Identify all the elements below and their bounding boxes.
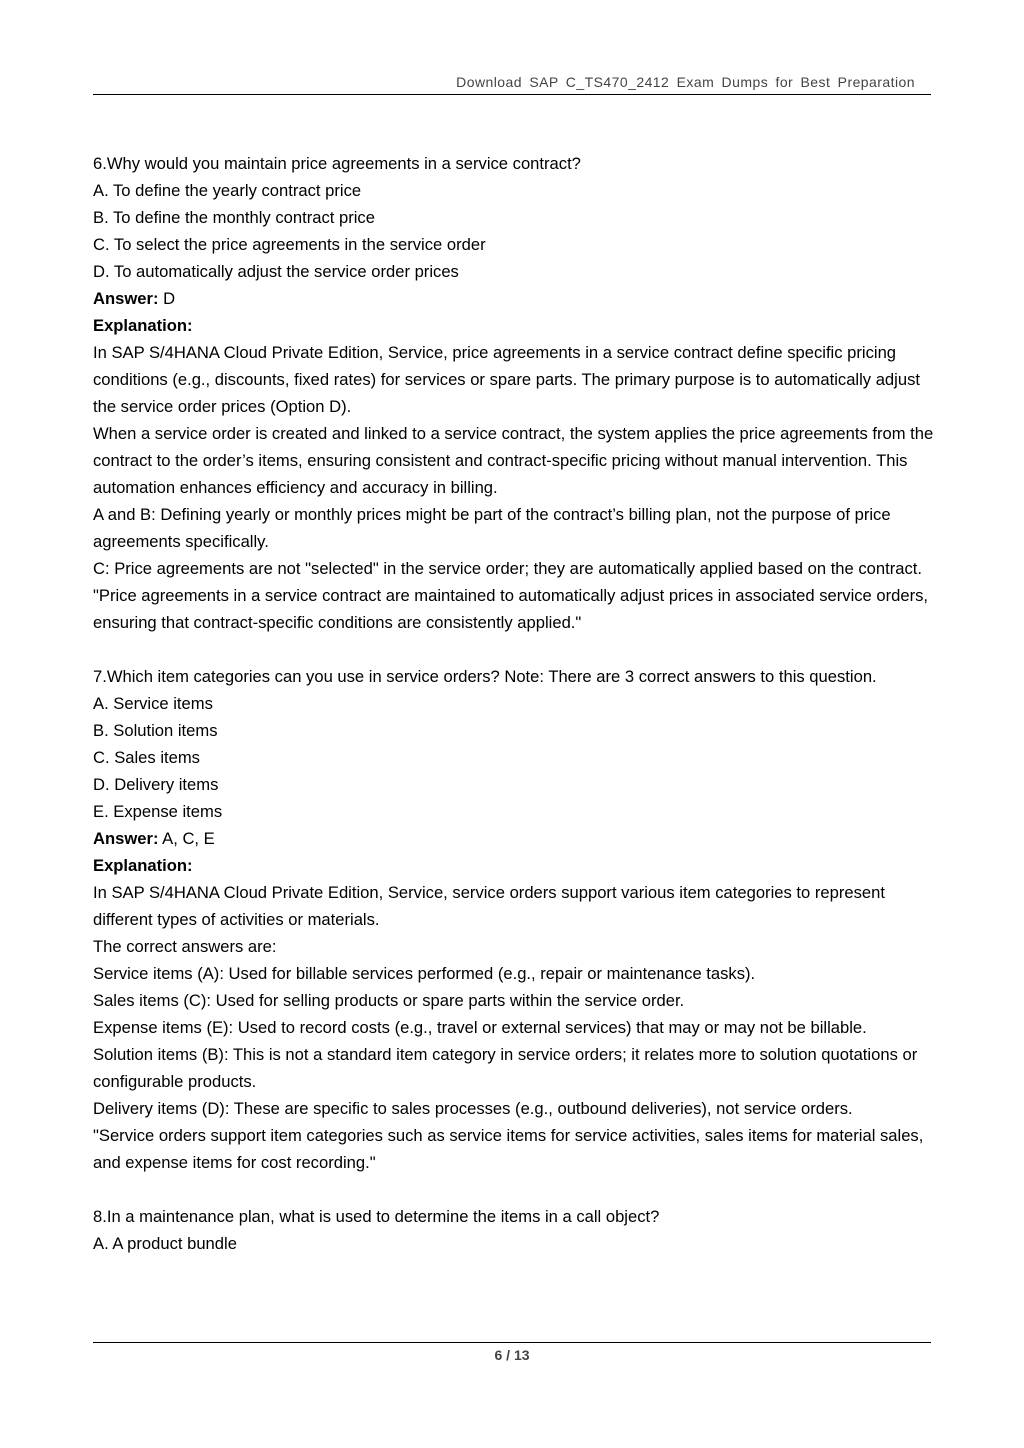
explanation-paragraph: Expense items (E): Used to record costs (e.g., travel or external services) that may or may not be billable.	[93, 1018, 867, 1037]
explanation-label: Explanation:	[93, 316, 193, 335]
answer-value: D	[158, 289, 176, 308]
answer-line	[93, 825, 938, 852]
explanation-paragraph: Sales items (C): Used for selling products or spare parts within the service order.	[93, 991, 685, 1010]
answer-value: A, C, E	[158, 829, 215, 848]
option-d: D. To automatically adjust the service order prices	[93, 262, 459, 281]
question-text: 7.Which item categories can you use in service orders? Note: There are 3 correct answers to this question.	[93, 667, 877, 686]
answer-line	[93, 285, 938, 312]
explanation-paragraph: Solution items (B): This is not a standard item category in service orders; it relates more to solution quotations or configurable products.	[93, 1045, 918, 1091]
question-text: 8.In a maintenance plan, what is used to determine the items in a call object?	[93, 1207, 660, 1226]
question-8	[93, 1203, 938, 1257]
page-content	[93, 150, 938, 1257]
explanation-paragraph: The correct answers are:	[93, 937, 277, 956]
explanation-paragraph: A and B: Defining yearly or monthly prices might be part of the contract’s billing plan, not the purpose of price agreements specifically.	[93, 505, 891, 551]
question-text: 6.Why would you maintain price agreements in a service contract?	[93, 154, 581, 173]
answer-label: Answer:	[93, 829, 159, 848]
option-b: B. Solution items	[93, 721, 218, 740]
option-a: A. Service items	[93, 694, 213, 713]
explanation-paragraph: C: Price agreements are not "selected" in the service order; they are automatically applied based on the contract.	[93, 559, 923, 578]
spacer	[93, 636, 938, 663]
option-e: E. Expense items	[93, 802, 223, 821]
option-c: C. Sales items	[93, 748, 200, 767]
option-d: D. Delivery items	[93, 775, 219, 794]
spacer	[93, 1176, 938, 1203]
explanation-quote: "Price agreements in a service contract are maintained to automatically adjust prices in associated service orders, ensuring that contract-specific conditions are consistently applied."	[93, 586, 929, 632]
page-footer	[93, 1342, 931, 1363]
header-text: Download SAP C_TS470_2412 Exam Dumps for Best Preparation	[456, 74, 915, 90]
explanation-label: Explanation:	[93, 856, 193, 875]
explanation-paragraph: When a service order is created and linked to a service contract, the system applies the price agreements from the contract to the order’s items, ensuring consistent and contract-specific pricing without manual intervention. This automation enhances efficiency and accuracy in billing.	[93, 424, 934, 497]
explanation-paragraph: In SAP S/4HANA Cloud Private Edition, Service, price agreements in a service contract define specific pricing conditions (e.g., discounts, fixed rates) for services or spare parts. The primary purpose is to automatically adjust the service order prices (Option D).	[93, 343, 920, 416]
explanation-paragraph: In SAP S/4HANA Cloud Private Edition, Service, service orders support various item categories to represent different types of activities or materials.	[93, 883, 885, 929]
page-number: 6 / 13	[494, 1347, 530, 1363]
option-b: B. To define the monthly contract price	[93, 208, 375, 227]
explanation-paragraph: Service items (A): Used for billable services performed (e.g., repair or maintenance tasks).	[93, 964, 756, 983]
option-a: A. A product bundle	[93, 1234, 237, 1253]
question-6	[93, 150, 938, 636]
answer-label: Answer:	[93, 289, 159, 308]
explanation-paragraph: Delivery items (D): These are specific to sales processes (e.g., outbound deliveries), not service orders.	[93, 1099, 853, 1118]
option-c: C. To select the price agreements in the service order	[93, 235, 486, 254]
explanation-quote: "Service orders support item categories such as service items for service activities, sales items for material sales, and expense items for cost recording."	[93, 1126, 924, 1172]
option-a: A. To define the yearly contract price	[93, 181, 362, 200]
page-header	[93, 72, 931, 95]
question-7	[93, 663, 938, 1176]
